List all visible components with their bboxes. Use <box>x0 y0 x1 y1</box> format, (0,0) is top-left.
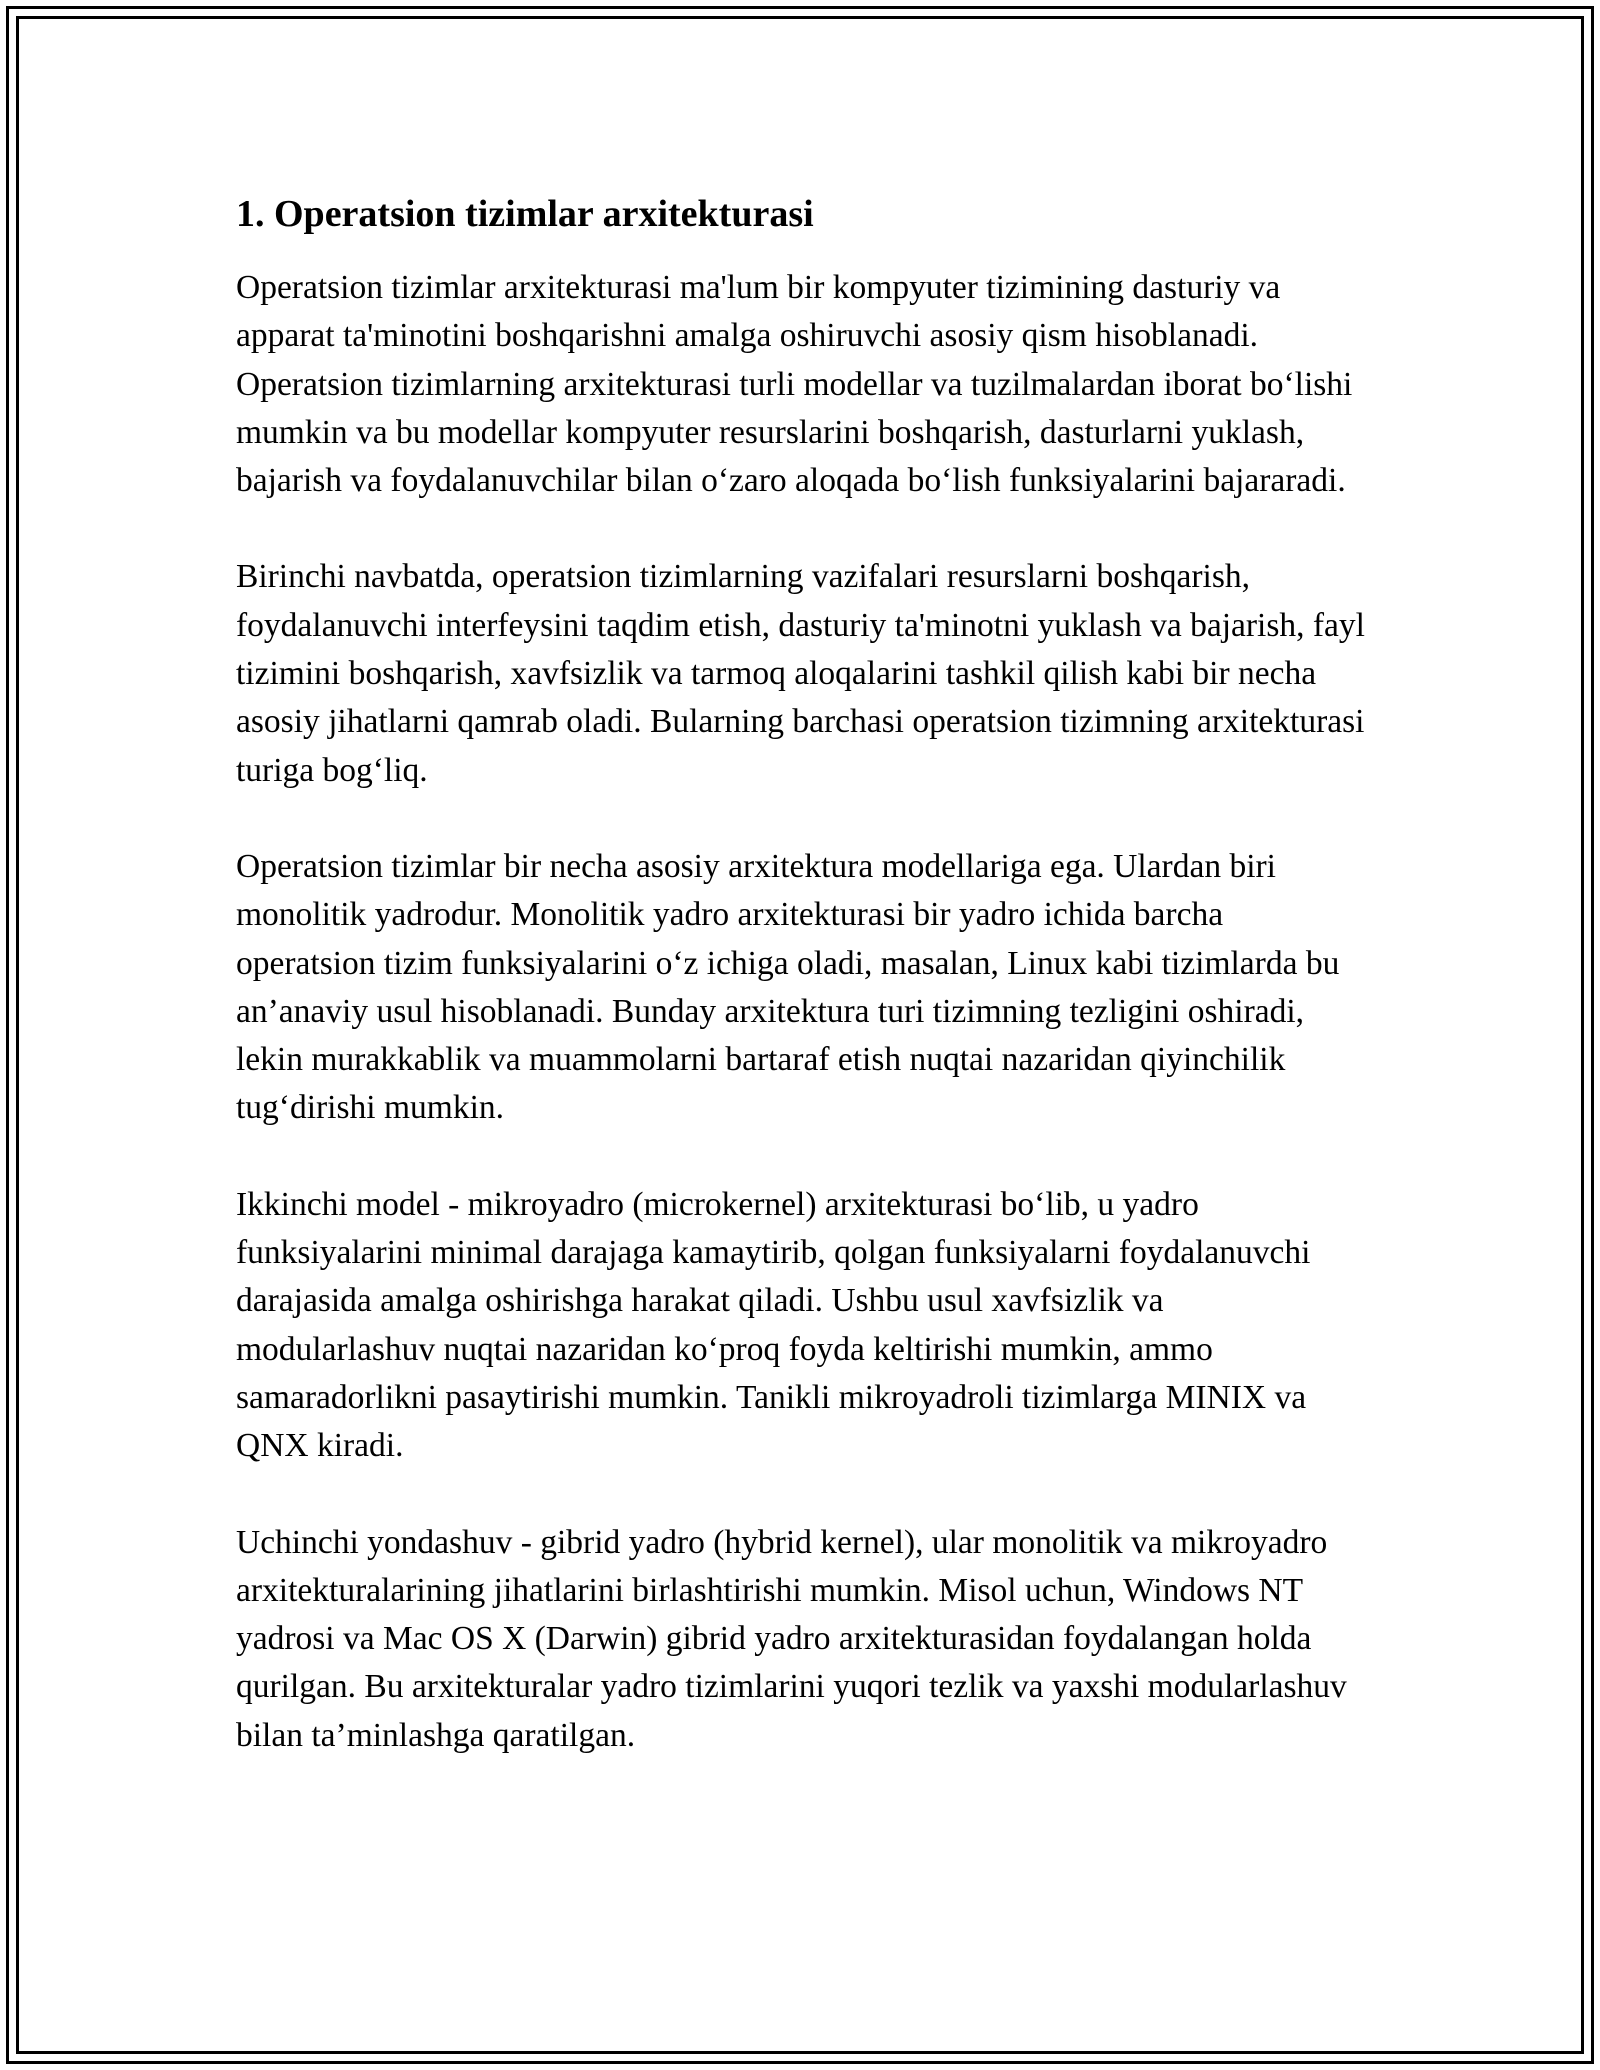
paragraph-intro: Operatsion tizimlar arxitekturasi ma'lum bir kompyuter tizimining dasturiy va apparat ta'minotini boshqarishni amalga oshiruvchi asosiy qism hisoblanadi. Operatsion tizimlarning arxitekturasi turli modellar va tuzilmalardan iborat bo‘lishi mumkin va bu modellar kompyuter resurslarini boshqarish, dasturlarni yuklash, bajarish va foydalanuvchilar bilan o‘zaro aloqada bo‘lish funksiyalarini bajararadi. <box>236 269 1353 500</box>
document-body <box>236 190 1366 1808</box>
paragraph-tasks: Birinchi navbatda, operatsion tizimlarning vazifalari resurslarni boshqarish, foydalanuvchi interfeysini taqdim etish, dasturiy ta'minotni yuklash va bajarish, fayl tizimini boshqarish, xavfsizlik va tarmoq aloqalarini tashkil qilish kabi bir necha asosiy jihatlarni qamrab oladi. Bularning barchasi operatsion tizimning arxitekturasi turiga bog‘liq. <box>236 558 1365 789</box>
paragraph-microkernel: Ikkinchi model - mikroyadro (microkernel) arxitekturasi bo‘lib, u yadro funksiyalarini minimal darajaga kamaytirib, qolgan funksiyalarni foydalanuvchi darajasida amalga oshirishga harakat qiladi. Ushbu usul xavfsizlik va modularlashuv nuqtai nazaridan ko‘proq foyda keltirishi mumkin, ammo samaradorlikni pasaytirishi mumkin. Tanikli mikroyadroli tizimlarga MINIX va QNX kiradi. <box>236 1185 1311 1465</box>
paragraph-monolithic: Operatsion tizimlar bir necha asosiy arxitektura modellariga ega. Ulardan biri monolitik yadrodur. Monolitik yadro arxitekturasi bir yadro ichida barcha operatsion tizim funksiyalarini o‘z ichiga oladi, masalan, Linux kabi tizimlarda bu an’anaviy usul hisoblanadi. Bunday arxitektura turi tizimning tezligini oshiradi, lekin murakkablik va muammolarni bartaraf etish nuqtai nazaridan qiyinchilik tug‘dirishi mumkin. <box>236 847 1340 1127</box>
page-title: 1. Operatsion tizimlar arxitekturasi <box>236 193 814 235</box>
paragraph-hybrid: Uchinchi yondashuv - gibrid yadro (hybrid kernel), ular monolitik va mikroyadro arxitekturalarining jihatlarini birlashtirishi mumkin. Misol uchun, Windows NT yadrosi va Mac OS X (Darwin) gibrid yadro arxitekturasidan foydalangan holda qurilgan. Bu arxitekturalar yadro tizimlarini yuqori tezlik va yaxshi modularlashuv bilan ta’minlashga qaratilgan. <box>236 1523 1347 1754</box>
